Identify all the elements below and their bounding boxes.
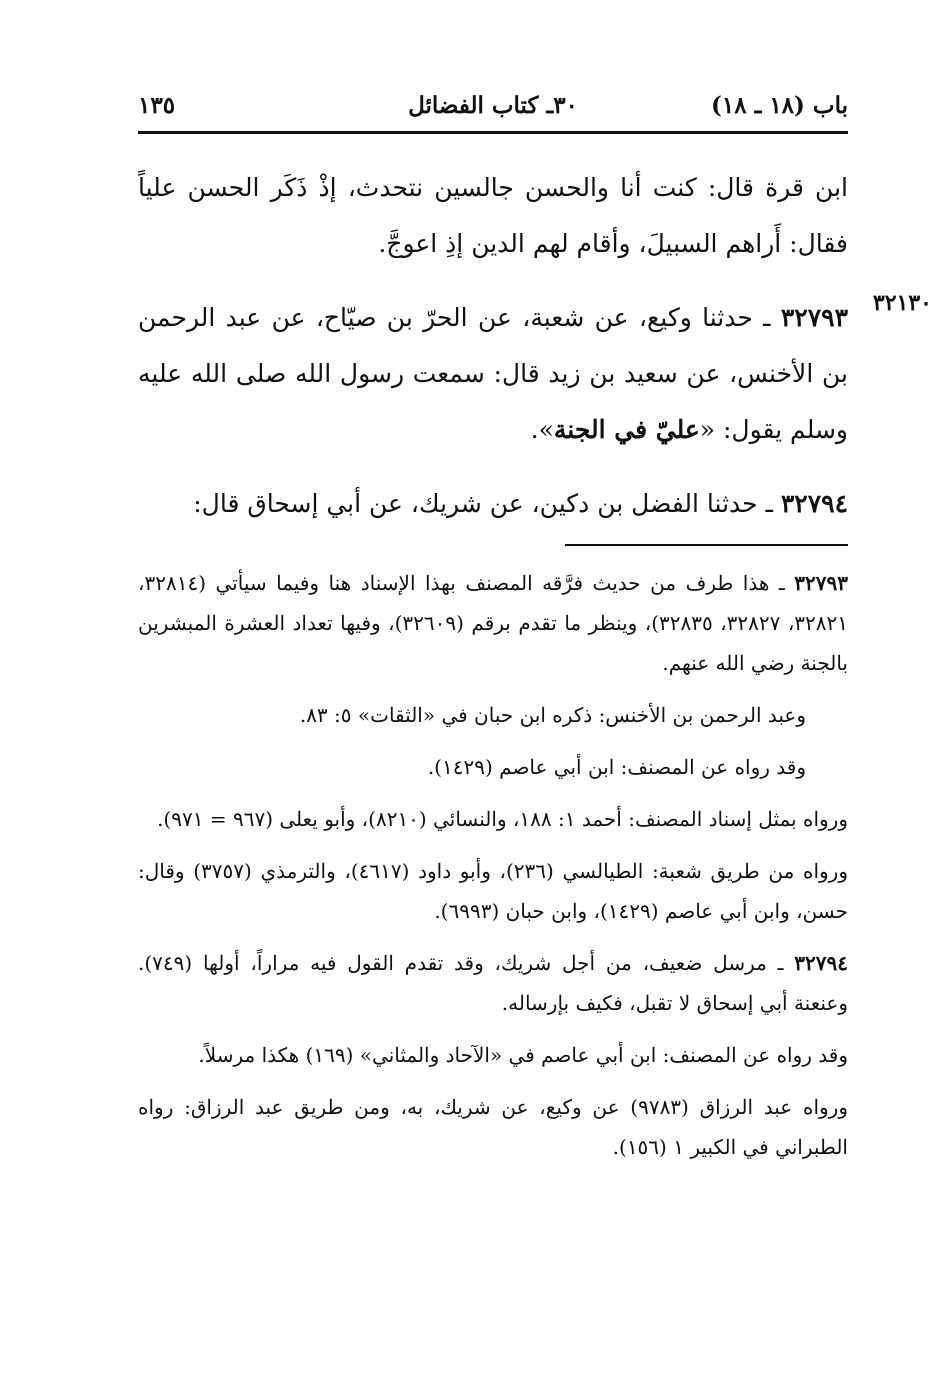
footnote-number: ٣٢٧٩٤ <box>794 951 848 975</box>
hadith-text: ـ حدثنا الفضل بن دكين، عن شريك، عن أبي إسحاق قال: <box>193 489 773 518</box>
hadith-text-end: ». <box>530 415 554 444</box>
hadith-32794 <box>138 476 848 532</box>
hadith-number: ٣٢٧٩٤ <box>780 489 848 518</box>
main-text <box>138 160 848 532</box>
hadith-quote: عليّ في الجنة <box>553 415 700 444</box>
margin-number: ٣٢١٣٠ <box>872 290 932 316</box>
hadith-32793 <box>138 290 848 458</box>
footnote-separator <box>565 544 848 546</box>
footnote: ورواه عبد الرزاق (٩٧٨٣) عن وكيع، عن شريك، به، ومن طريق عبد الرزاق: رواه الطبراني في الكبير ١ (١٥٦). <box>138 1095 848 1159</box>
paragraph-line: ابن قرة قال: كنت أنا والحسن جالسين نتحدث، إذْ ذَكَر الحسن علياً <box>138 173 848 202</box>
book-title: ٣٠ـ كتاب الفضائل <box>408 92 578 119</box>
hadith-text: ـ حدثنا وكيع، عن شعبة، عن الحرّ بن صيّاح، عن عبد الرحمن بن الأخنس، عن سعيد بن زيد قال: سمعت رسول الله صلى الله عليه وسلم يقول: « <box>138 303 848 444</box>
footnote: ورواه من طريق شعبة: الطيالسي (٢٣٦)، وأبو داود (٤٦١٧)، والترمذي (٣٧٥٧) وقال: حسن، وابن أبي عاصم (١٤٢٩)، وابن حبان (٦٩٩٣). <box>138 859 848 923</box>
header-rule <box>138 131 848 134</box>
chapter-title: باب (١٨ ـ ١٨) <box>710 92 848 119</box>
footnote-text: ـ هذا طرف من حديث فرَّقه المصنف بهذا الإسناد هنا وفيما سيأتي (٣٢٨١٤، ٣٢٨٢١، ٣٢٨٢٧، ٣٢٨٣٥)، وينظر ما تقدم برقم (٣٢٦٠٩)، وفيها تعداد العشرة المبشرين بالجنة رضي الله عنهم. <box>138 571 849 675</box>
page-number: ١٣٥ <box>138 92 176 119</box>
paragraph-line: فقال: أَراهم السبيلَ، وأقام لهم الدين إذِ اعوجَّ. <box>378 229 848 258</box>
paragraph-continued <box>138 160 848 272</box>
footnote <box>138 563 848 683</box>
footnote: ورواه بمثل إسناد المصنف: أحمد ١: ١٨٨، والنسائي (٨٢١٠)، وأبو يعلى (٩٦٧ = ٩٧١). <box>157 807 848 831</box>
footnote-text: ـ مرسل ضعيف، من أجل شريك، وقد تقدم القول فيه مراراً، أولها (٧٤٩). وعنعنة أبي إسحاق لا تقبل، فكيف بإرساله. <box>138 951 848 1015</box>
footnote: وعبد الرحمن بن الأخنس: ذكره ابن حبان في «الثقات» ٥: ٨٣. <box>299 703 806 727</box>
footnote <box>138 943 848 1023</box>
hadith-number: ٣٢٧٩٣ <box>780 303 848 332</box>
footnotes <box>138 563 848 1179</box>
footnote: وقد رواه عن المصنف: ابن أبي عاصم في «الآحاد والمثاني» (١٦٩) هكذا مرسلاً. <box>198 1043 848 1067</box>
footnote-number: ٣٢٧٩٣ <box>794 571 848 595</box>
footnote: وقد رواه عن المصنف: ابن أبي عاصم (١٤٢٩). <box>427 755 806 779</box>
page-header <box>138 86 848 130</box>
